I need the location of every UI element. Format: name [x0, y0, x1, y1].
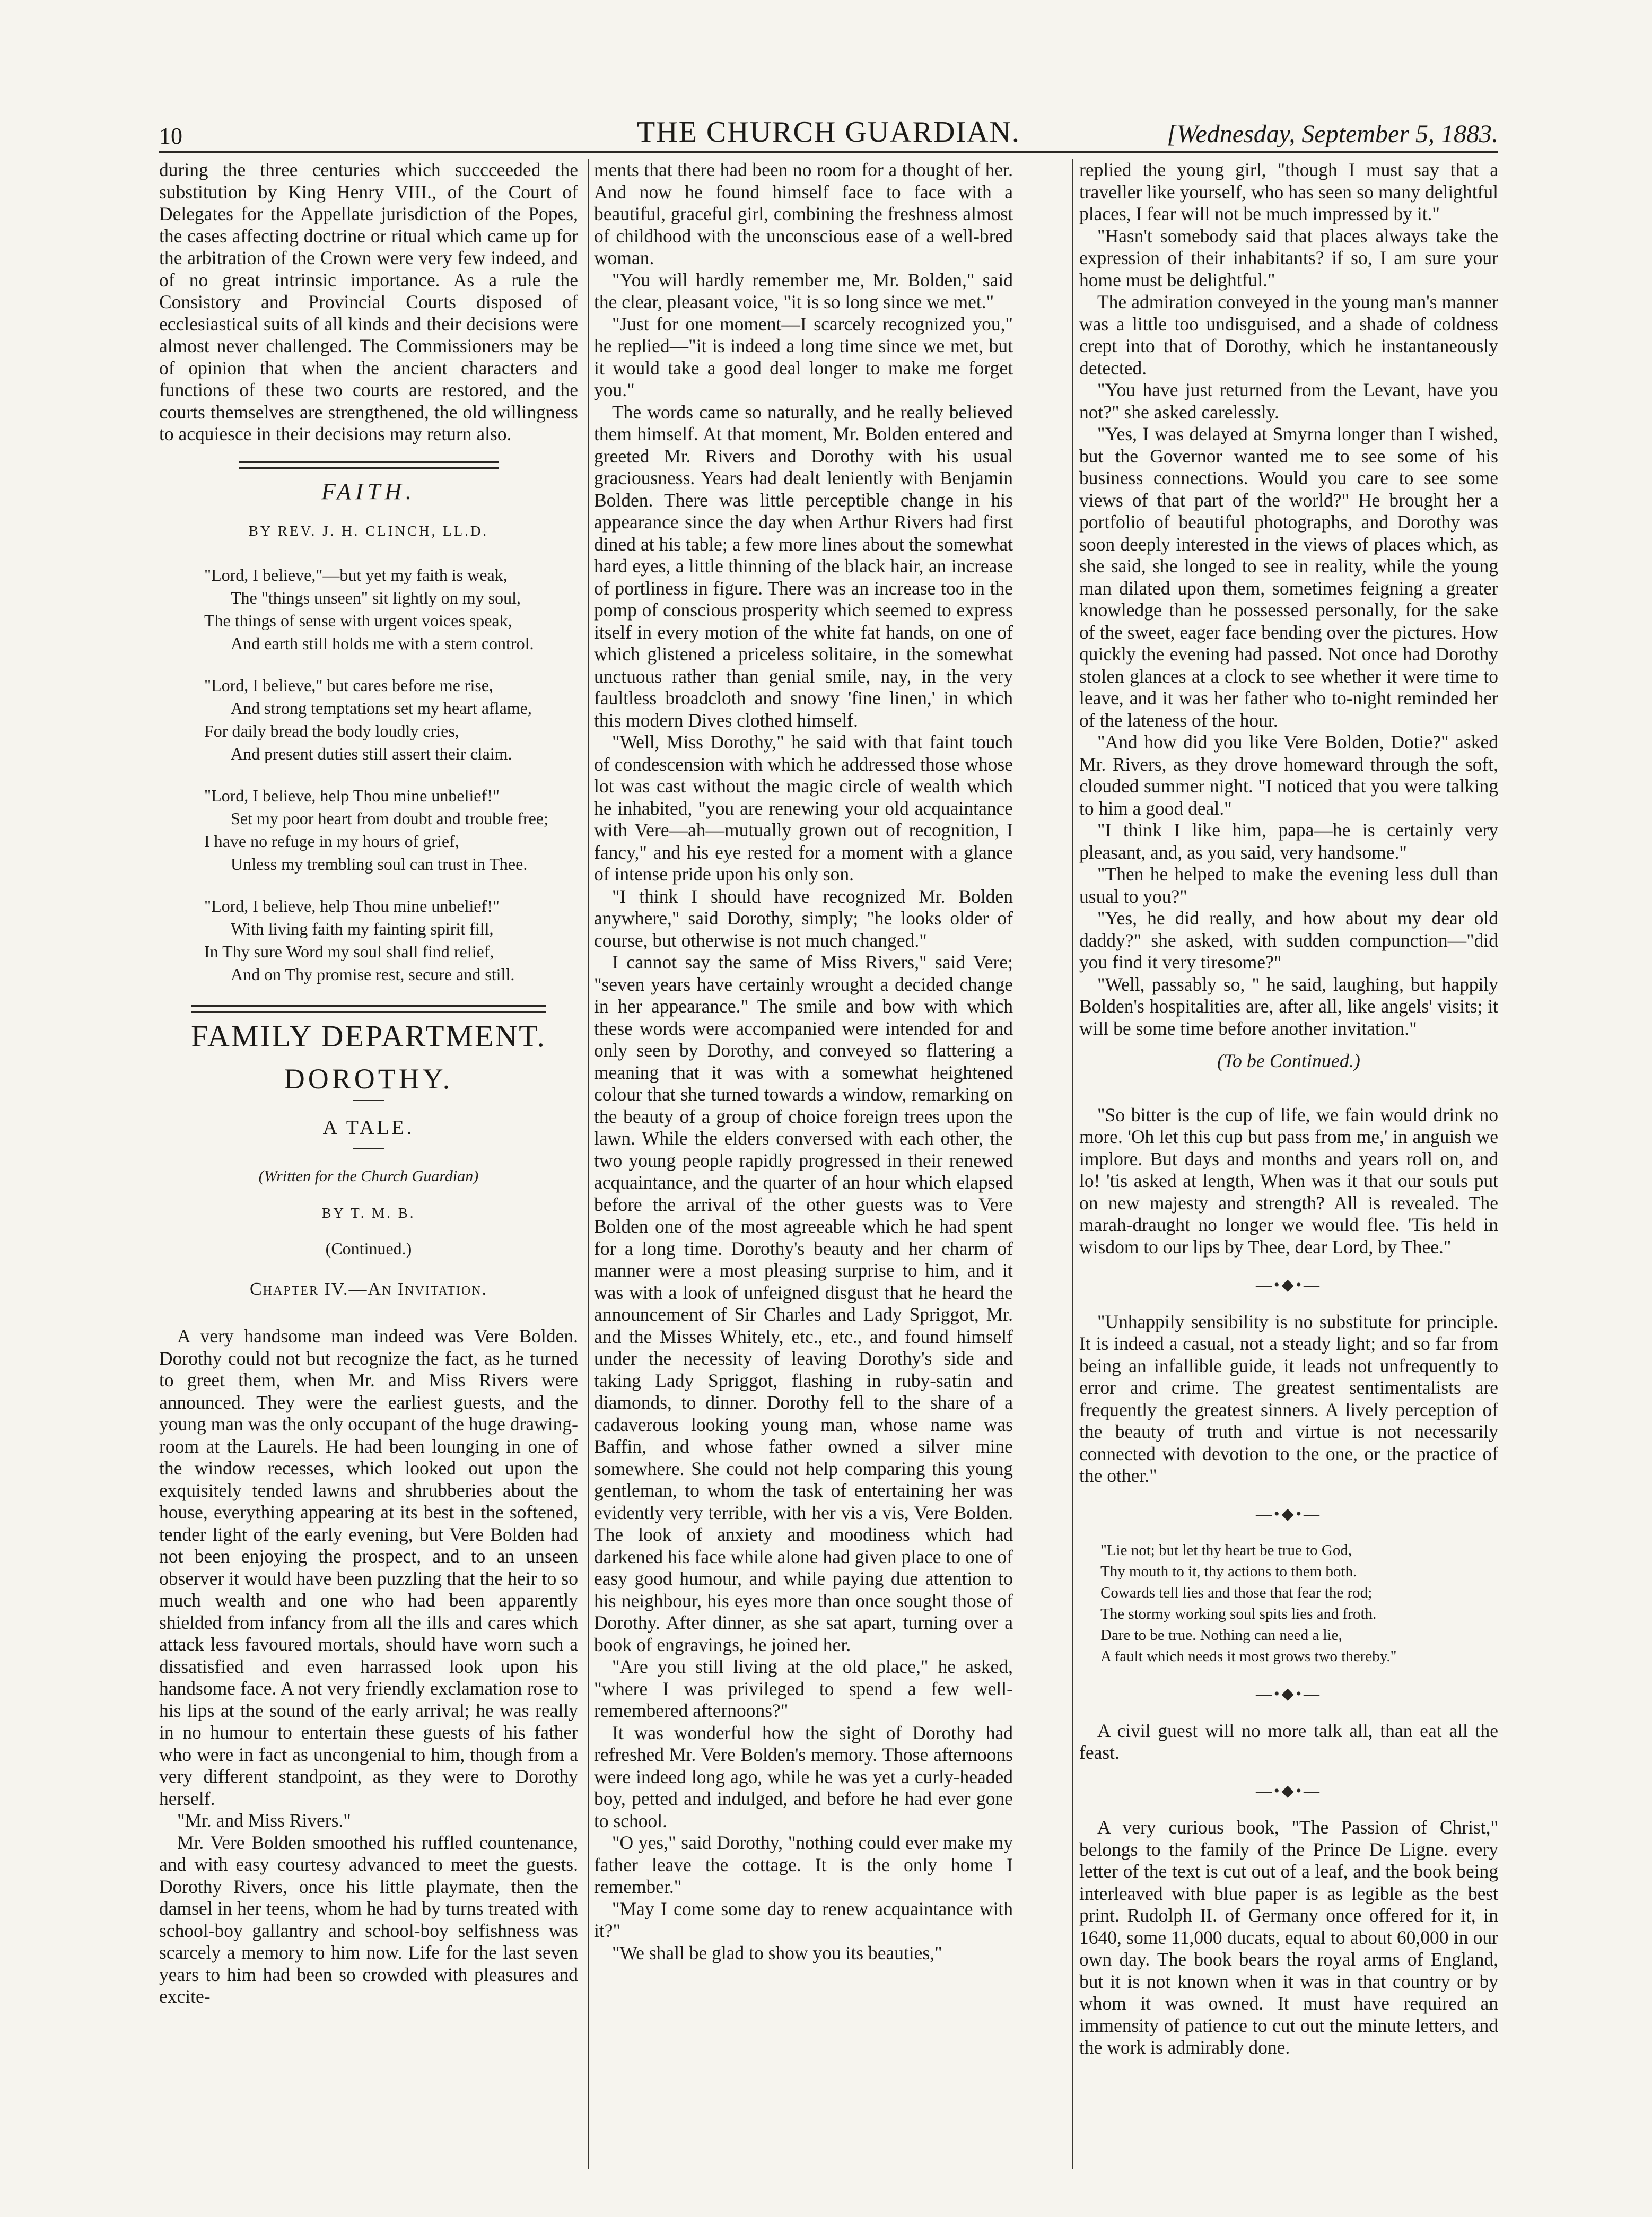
story-paragraph: "Mr. and Miss Rivers." — [177, 1810, 351, 1831]
story-paragraph: "May I come some day to renew acquaintance with it?" — [594, 1898, 1013, 1941]
poem-stanza — [204, 784, 578, 876]
bitter-cup-paragraph: "So bitter is the cup of life, we fain would drink no more. 'Oh let this cup but pass from me,' in anguish we implore. But days and months and years roll on, and lo! 'tis asked at length, When was it that our souls put on new majesty and strength? All is revealed. The marah-draught no longer we would flee. 'Tis held in wisdom to our lips by Thee, dear Lord, by Thee." — [1079, 1104, 1498, 1258]
poem-line: In Thy sure Word my soul shall find relief, — [204, 941, 494, 961]
story-paragraph: "Hasn't somebody said that places always take the expression of their inhabitants? if so, I am sure your home must be delightful." — [1079, 225, 1498, 291]
column-right — [1079, 159, 1498, 2180]
poem-stanza — [204, 895, 578, 986]
poem-line: And strong temptations set my heart aflame, — [231, 698, 532, 718]
poem-line: "Lord, I believe,"—but yet my faith is weak, — [204, 565, 508, 584]
poem-line: I have no refuge in my hours of grief, — [204, 831, 459, 851]
poem-title: FAITH. — [321, 478, 416, 504]
ornament-divider: —•◆•— — [1255, 1685, 1322, 1703]
poem-line: Dare to be true. Nothing can need a lie, — [1100, 1627, 1342, 1644]
poem-line: Thy mouth to it, thy actions to them both. — [1100, 1563, 1357, 1580]
poem-line: The stormy working soul spits lies and froth. — [1100, 1605, 1377, 1622]
story-paragraph: "Well, passably so, " he said, laughing, but happily Bolden's hospitalities are, after all, like angels' visits; it will be some time before another invitation." — [1079, 973, 1498, 1039]
story-paragraph: "And how did you like Vere Bolden, Dotie?" asked Mr. Rivers, as they drove homeward through the soft, clouded summer night. "I noticed that you were talking to him a good deal." — [1079, 731, 1498, 819]
story-paragraph: "You will hardly remember me, Mr. Bolden," said the clear, pleasant voice, "it is so long since we met." — [594, 269, 1013, 312]
story-title: DOROTHY. — [284, 1063, 453, 1095]
poem-line: The "things unseen" sit lightly on my soul, — [231, 588, 521, 607]
story-paragraph: "Just for one moment—I scarcely recognized you," he replied—"it is indeed a long time since we met, but it would take a good deal longer to make me forget you." — [594, 313, 1013, 400]
poem-line: For daily bread the body loudly cries, — [204, 721, 459, 740]
short-rule — [353, 1100, 384, 1101]
short-rule — [353, 1148, 384, 1149]
paper-title: THE CHURCH GUARDIAN. — [637, 116, 1020, 149]
page-number: 10 — [159, 123, 182, 149]
poem-line: And on Thy promise rest, secure and still. — [231, 964, 515, 984]
to-be-continued: (To be Continued.) — [1217, 1050, 1360, 1071]
poem-stanza — [204, 674, 578, 765]
poem-line: And earth still holds me with a stern control. — [231, 633, 534, 653]
story-paragraph: "Then he helped to make the evening less dull than usual to you?" — [1079, 863, 1498, 907]
written-for-note: (Written for the Church Guardian) — [258, 1167, 479, 1185]
story-byline: BY T. M. B. — [321, 1204, 416, 1221]
column-divider — [588, 159, 589, 2169]
column-middle — [594, 159, 1013, 2180]
poem-line: Unless my trembling soul can trust in Thee. — [231, 854, 528, 874]
civil-guest-paragraph: A civil guest will no more talk all, than eat all the feast. — [1079, 1720, 1498, 1763]
story-paragraph: "Yes, he did really, and how about my dear old daddy?" she asked, with sudden compunction—"did you find it very tiresome?" — [1079, 907, 1498, 973]
curious-book-paragraph: A very curious book, "The Passion of Christ," belongs to the family of the Prince De Ligne. every letter of the text is cut out of a leaf, and the book being interleaved with blue paper is as legible as the best print. Rudolph II. of Germany once offered for it, in 1640, some 11,000 ducats, equal to about 60,000 in our own day. The book bears the royal arms of England, but it is not known when it was in that country or by whom it was owned. It must have required an immensity of patience to cut out the minute letters, and the work is admirably done. — [1079, 1817, 1498, 2058]
continued-note: (Continued.) — [325, 1239, 412, 1258]
story-paragraph: "We shall be glad to show you its beauties," — [612, 1942, 942, 1963]
article-continuation: during the three centuries which succceeded the substitution by King Henry VIII., of the Court of Delegates for the Appellate jurisdiction of the Popes, the cases affecting doctrine or ritual which came up for the arbitration of the Crown were very few indeed, and of no great intrinsic importance. As a rule the Consistory and Provincial Courts disposed of ecclesiastical suits of all kinds and their decisions were almost never challenged. The Commissioners may be of opinion that when the ancient characters and functions of these two courts are restored, and the courts themselves are strengthened, the old willingness to acquiesce in their decisions may return also. — [159, 159, 578, 444]
poem-line: A fault which needs it most grows two thereby." — [1100, 1648, 1397, 1665]
poem-line: "Lord, I believe, help Thou mine unbelief!" — [204, 896, 500, 915]
poem-line: The things of sense with urgent voices speak, — [204, 610, 512, 630]
poem-line: "Lie not; but let thy heart be true to God, — [1100, 1542, 1352, 1559]
story-paragraph: "I think I like him, papa—he is certainly very pleasant, and, as you said, very handsome." — [1079, 819, 1498, 863]
poem-line: Cowards tell lies and those that fear the rod; — [1100, 1584, 1373, 1601]
masthead — [159, 109, 1498, 153]
story-paragraph: It was wonderful how the sight of Dorothy had refreshed Mr. Vere Bolden's memory. Those afternoons were indeed long ago, while he was yet a curly-headed boy, petted and indulged, and before he had ever gone to school. — [594, 1722, 1013, 1831]
poem-line: "Lord, I believe," but cares before me rise, — [204, 675, 493, 695]
story-paragraph: "Are you still living at the old place," he asked, "where I was privileged to spend a few well-remembered afternoons?" — [594, 1656, 1013, 1721]
column-divider — [1072, 159, 1073, 2169]
story-paragraph: "Yes, I was delayed at Smyrna longer than I wished, but the Governor wanted me to see some of his business connections. Would you care to see some views of that part of the world?" He brought her a portfolio of beautiful photographs, and Dorothy was soon deeply interested in the views of places which, as she said, she longed to see in reality, while the young man dilated upon them, sometimes feigning a greater knowledge than he possessed personally, for the sake of the sweet, eager face bending over the pictures. How quickly the evening had passed. Not once had Dorothy stolen glances at a clock to see whether it were time to leave, and it was her father who to-night reminded her of the lateness of the hour. — [1079, 423, 1498, 731]
story-paragraph: The admiration conveyed in the young man's manner was a little too undisguised, and a shade of coldness crept into that of Dorothy, which he instantaneously detected. — [1079, 291, 1498, 379]
section-rule — [239, 461, 499, 469]
poem-line: With living faith my fainting spirit fill, — [231, 919, 494, 938]
section-rule — [191, 1005, 546, 1013]
story-paragraph: ments that there had been no room for a thought of her. And now he found himself face to face with a beautiful, graceful girl, combining the freshness almost of childhood with the unconscious ease of a well-bred woman. — [594, 159, 1013, 268]
story-paragraph: A very handsome man indeed was Vere Bolden. Dorothy could not but recognize the fact, as he turned to greet them, when Mr. and Miss Rivers were announced. They were the earliest guests, and the young man was the only occupant of the huge drawing-room at the Laurels. He had been lounging in one of the window recesses, which looked out upon the exquisitely tended lawns and shrubberies about the house, everything appearing at its best in the softened, tender light of the early evening, but Vere Bolden had not been enjoying the prospect, and to an unseen observer it would have been puzzling that the heir to so much wealth and one who had been apparently shielded from infancy from all the ills and cares which attack less favoured mortals, should have worn such a dissatisfied and even harrassed look upon his handsome face. A not very friendly exclamation rose to his lips at the sound of the early arrival; he was really in no humour to entertain these guests of his father who were in fact as uncongenial to him, though from a very different standpoint, as they were to Dorothy herself. — [159, 1325, 578, 1809]
column-left — [159, 159, 578, 2180]
department-heading: FAMILY DEPARTMENT. — [191, 1018, 546, 1053]
lie-not-poem — [1100, 1540, 1498, 1667]
chapter-heading: Chapter IV.—An Invitation. — [249, 1279, 488, 1299]
story-paragraph: replied the young girl, "though I must say that a traveller like yourself, who has seen so many delightful places, I fear will not be much impressed by it." — [1079, 159, 1498, 224]
story-paragraph: "Well, Miss Dorothy," he said with that faint touch of condescension with which he addressed those whose lot was cast without the magic circle of wealth which he inhabited, "you are renewing your old acquaintance with Vere—ah—mutually grown out of recognition, I fancy," and his eye rested for a moment with a glance of intense pride upon his only son. — [594, 731, 1013, 885]
story-subtitle: A TALE. — [322, 1116, 415, 1139]
ornament-divider: —•◆•— — [1255, 1276, 1322, 1294]
poem-stanza — [204, 564, 578, 655]
poem-line: "Lord, I believe, help Thou mine unbelief!" — [204, 785, 500, 805]
poem-line: Set my poor heart from doubt and trouble free; — [231, 808, 548, 828]
story-paragraph: Mr. Vere Bolden smoothed his ruffled countenance, and with easy courtesy advanced to meet the guests. Dorothy Rivers, once his little playmate, then the damsel in her teens, whom he had by turns treated with school-boy gallantry and school-boy selfishness was scarcely a memory to him now. Life for the last seven years to him had been so crowded with pleasures and excite- — [159, 1831, 578, 2007]
sensibility-paragraph: "Unhappily sensibility is no substitute for principle. It is indeed a casual, not a steady light; and so far from being an infallible guide, it leads not unfrequently to error and crime. The greatest sentimentalists are frequently the greatest sinners. A lively perception of the beauty of truth and virtue is not necessarily connected with devotion to the one, or the practice of the other." — [1079, 1311, 1498, 1486]
poem-line: And present duties still assert their claim. — [231, 744, 512, 763]
story-paragraph: I cannot say the same of Miss Rivers," said Vere; "seven years have certainly wrought a decided change in her appearance." The smile and bow with which these words were accompanied were intended for and only seen by Dorothy, and conveyed so flattering a meaning that it was with a somewhat heightened colour that she turned towards a window, remarking on the beauty of a group of choice foreign trees upon the lawn. While the elders conversed with each other, the two young people rapidly progressed in their renewed acquaintance, and the quarter of an hour which elapsed before the arrival of the other guests was to Vere Bolden one of the most agreeable which he had spent for a long time. Dorothy's beauty and her charm of manner were a most pleasing surprise to him, and it was with a look of unfeigned disgust that he heard the announcement of Sir Charles and Lady Spriggot, Mr. and the Misses Whitely, etc., etc., and found himself under the necessity of leaving Dorothy's side and taking Lady Spriggot, flashing in ruby-satin and diamonds, to dinner. Dorothy fell to the share of a cadaverous looking young man, whose name was Baffin, and whose father owned a silver mine somewhere. She could not help comparing this young gentleman, to whom the task of entertaining her was evidently very terrible, with her vis a vis, Vere Bolden. The look of anxiety and moodiness which had darkened his face while alone had given place to one of easy good humour, and while paying due attention to his neighbour, his eyes more than once sought those of Dorothy. After dinner, as she sat apart, turning over a book of engravings, he joined her. — [594, 952, 1013, 1655]
poem-byline: BY REV. J. H. CLINCH, LL.D. — [248, 523, 489, 539]
story-paragraph: "You have just returned from the Levant, have you not?" she asked carelessly. — [1079, 379, 1498, 423]
story-paragraph: "O yes," said Dorothy, "nothing could ever make my father leave the cottage. It is the only home I remember." — [594, 1832, 1013, 1897]
ornament-divider: —•◆•— — [1255, 1505, 1322, 1523]
story-paragraph: The words came so naturally, and he really believed them himself. At that moment, Mr. Bolden entered and greeted Mr. Rivers and Dorothy with his usual graciousness. Years had dealt leniently with Benjamin Bolden. There was little perceptible change in his appearance since the day when Arthur Rivers had first dined at his table; a few more lines about the somewhat hard eyes, a little thinning of the black hair, an increase of portliness in figure. There was an increase too in the pomp of conscious prosperity which seemed to express itself in every motion of the white fat hands, on one of which glistened a priceless solitaire, in the somewhat unctuous rather than genial smile, nay, in the very faultless broadcloth and snowy 'fine linen,' in which this modern Dives clothed himself. — [594, 401, 1013, 731]
ornament-divider: —•◆•— — [1255, 1782, 1322, 1800]
faith-poem — [204, 564, 578, 986]
issue-date: [Wednesday, September 5, 1883. — [1167, 120, 1498, 148]
story-paragraph: "I think I should have recognized Mr. Bolden anywhere," said Dorothy, simply; "he looks older of course, but otherwise is not much changed." — [594, 885, 1013, 951]
